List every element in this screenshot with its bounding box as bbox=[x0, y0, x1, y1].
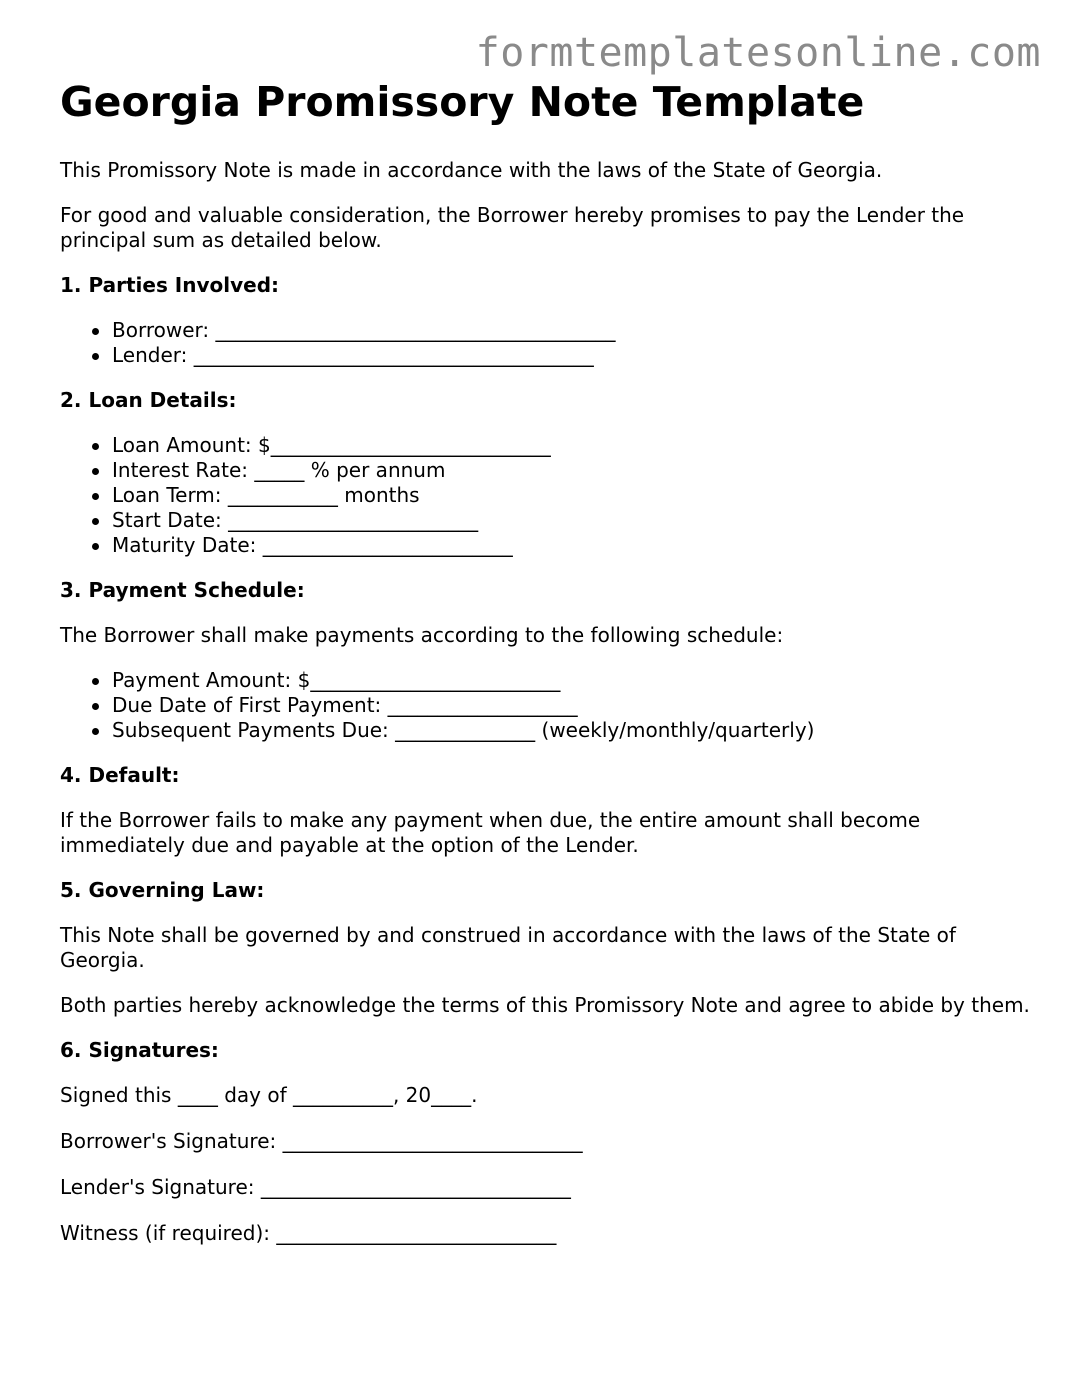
list-item-start-date: Start Date: _________________________ bbox=[112, 508, 1040, 533]
section-heading-governing-law: 5. Governing Law: bbox=[60, 878, 265, 902]
witness-signature-line: Witness (if required): ____________________________ bbox=[60, 1221, 557, 1245]
parties-list bbox=[60, 318, 1040, 368]
governing-law-text: This Note shall be governed by and construed in accordance with the laws of the State of Georgia. bbox=[60, 923, 956, 972]
list-item-loan-term: Loan Term: ___________ months bbox=[112, 483, 1040, 508]
payment-schedule-list bbox=[60, 668, 1040, 743]
list-item-interest-rate: Interest Rate: _____ % per annum bbox=[112, 458, 1040, 483]
intro-paragraph: This Promissory Note is made in accordance with the laws of the State of Georgia. bbox=[60, 158, 883, 182]
list-item-loan-amount: Loan Amount: $____________________________ bbox=[112, 433, 1040, 458]
list-item-first-payment-date: Due Date of First Payment: ___________________ bbox=[112, 693, 1040, 718]
list-item-borrower: Borrower: ________________________________________ bbox=[112, 318, 1040, 343]
section-heading-default: 4. Default: bbox=[60, 763, 180, 787]
lender-signature-line: Lender's Signature: _______________________________ bbox=[60, 1175, 571, 1199]
watermark: formtemplatesonline.com bbox=[475, 30, 1041, 76]
section-heading-parties: 1. Parties Involved: bbox=[60, 273, 280, 297]
payment-schedule-text: The Borrower shall make payments according to the following schedule: bbox=[60, 623, 784, 647]
document-page bbox=[60, 74, 1040, 1267]
borrower-signature-line: Borrower's Signature: ______________________________ bbox=[60, 1129, 583, 1153]
default-text: If the Borrower fails to make any payment when due, the entire amount shall become immediately due and payable at the option of the Lender. bbox=[60, 808, 921, 857]
section-heading-signatures: 6. Signatures: bbox=[60, 1038, 219, 1062]
section-heading-loan-details: 2. Loan Details: bbox=[60, 388, 237, 412]
signed-date-line: Signed this ____ day of __________, 20____. bbox=[60, 1083, 478, 1107]
list-item-payment-amount: Payment Amount: $_________________________ bbox=[112, 668, 1040, 693]
loan-details-list bbox=[60, 433, 1040, 558]
section-heading-payment-schedule: 3. Payment Schedule: bbox=[60, 578, 305, 602]
document-title: Georgia Promissory Note Template bbox=[60, 78, 865, 126]
consideration-paragraph: For good and valuable consideration, the Borrower hereby promises to pay the Lender the principal sum as detailed below. bbox=[60, 203, 965, 252]
list-item-subsequent-payments: Subsequent Payments Due: ______________ (weekly/monthly/quarterly) bbox=[112, 718, 1040, 743]
acknowledgement-text: Both parties hereby acknowledge the terms of this Promissory Note and agree to abide by them. bbox=[60, 993, 1030, 1017]
list-item-lender: Lender: ________________________________________ bbox=[112, 343, 1040, 368]
list-item-maturity-date: Maturity Date: _________________________ bbox=[112, 533, 1040, 558]
